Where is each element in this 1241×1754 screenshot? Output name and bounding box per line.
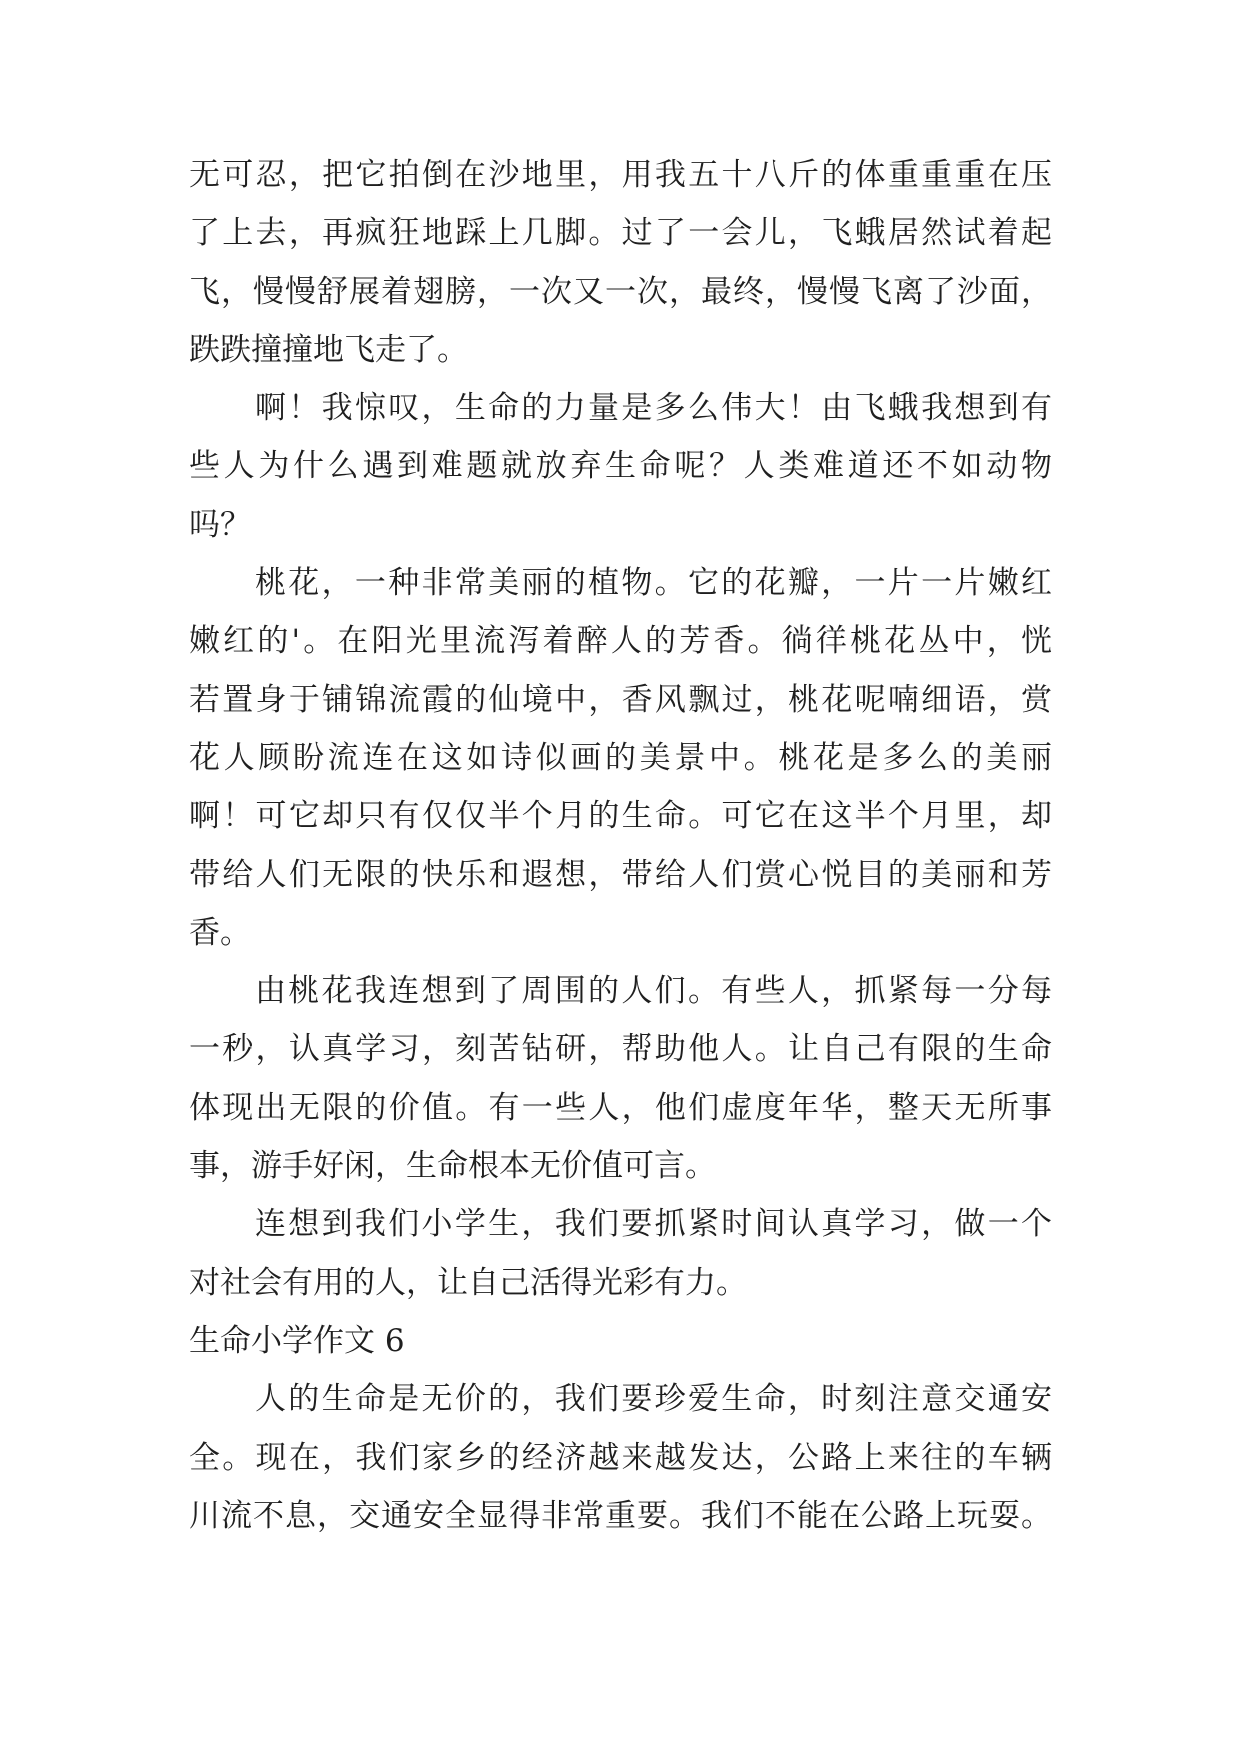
text-line: 花人顾盼流连在这如诗似画的美景中。桃花是多么的美丽 bbox=[189, 739, 1052, 776]
text-line: 吗？ bbox=[189, 506, 251, 543]
text-line: 一秒，认真学习，刻苦钻研，帮助他人。让自己有限的生命 bbox=[189, 1031, 1052, 1068]
text-line: 事，游手好闲，生命根本无价值可言。 bbox=[189, 1148, 716, 1185]
paragraph-3 bbox=[189, 554, 1052, 962]
paragraph-4 bbox=[189, 962, 1052, 1195]
text-line: 若置身于铺锦流霞的仙境中，香风飘过，桃花呢喃细语，赏 bbox=[189, 681, 1052, 718]
document-page bbox=[189, 146, 1052, 1545]
text-line: 些人为什么遇到难题就放弃生命呢？人类难道还不如动物 bbox=[189, 448, 1052, 485]
text-line: 无可忍，把它拍倒在沙地里，用我五十八斤的体重重重在压 bbox=[189, 157, 1052, 193]
text-line: 全。现在，我们家乡的经济越来越发达，公路上来往的车辆 bbox=[189, 1439, 1052, 1476]
text-line: 香。 bbox=[189, 914, 251, 951]
text-line: 带给人们无限的快乐和遐想，带给人们赏心悦目的美丽和芳 bbox=[189, 856, 1052, 893]
text-line: 嫩红的'。在阳光里流泻着醉人的芳香。徜徉桃花丛中，恍 bbox=[189, 623, 1052, 660]
text-line: 体现出无限的价值。有一些人，他们虚度年华，整天无所事 bbox=[189, 1089, 1052, 1126]
text-line: 由桃花我连想到了周围的人们。有些人，抓紧每一分每 bbox=[255, 973, 1052, 1010]
text-line: 飞，慢慢舒展着翅膀，一次又一次，最终，慢慢飞离了沙面， bbox=[189, 273, 1052, 310]
text-line: 跌跌撞撞地飞走了。 bbox=[189, 331, 468, 368]
text-line: 啊！我惊叹，生命的力量是多么伟大！由飞蛾我想到有 bbox=[255, 390, 1052, 427]
text-line: 人的生命是无价的，我们要珍爱生命，时刻注意交通安 bbox=[255, 1381, 1052, 1418]
text-line: 了上去，再疯狂地踩上几脚。过了一会儿，飞蛾居然试着起 bbox=[189, 215, 1052, 252]
paragraph-5 bbox=[189, 1195, 1052, 1312]
text-line: 桃花，一种非常美丽的植物。它的花瓣，一片一片嫩红 bbox=[255, 565, 1052, 602]
paragraph-6 bbox=[189, 1370, 1052, 1545]
paragraph-1 bbox=[189, 146, 1052, 379]
text-line: 川流不息，交通安全显得非常重要。我们不能在公路上玩耍。 bbox=[189, 1497, 1052, 1534]
section-heading: 生命小学作文 6 bbox=[189, 1322, 405, 1359]
text-line: 对社会有用的人，让自己活得光彩有力。 bbox=[189, 1264, 747, 1301]
paragraph-2 bbox=[189, 379, 1052, 554]
text-line: 连想到我们小学生，我们要抓紧时间认真学习，做一个 bbox=[255, 1206, 1052, 1243]
text-line: 啊！可它却只有仅仅半个月的生命。可它在这半个月里，却 bbox=[189, 798, 1052, 835]
